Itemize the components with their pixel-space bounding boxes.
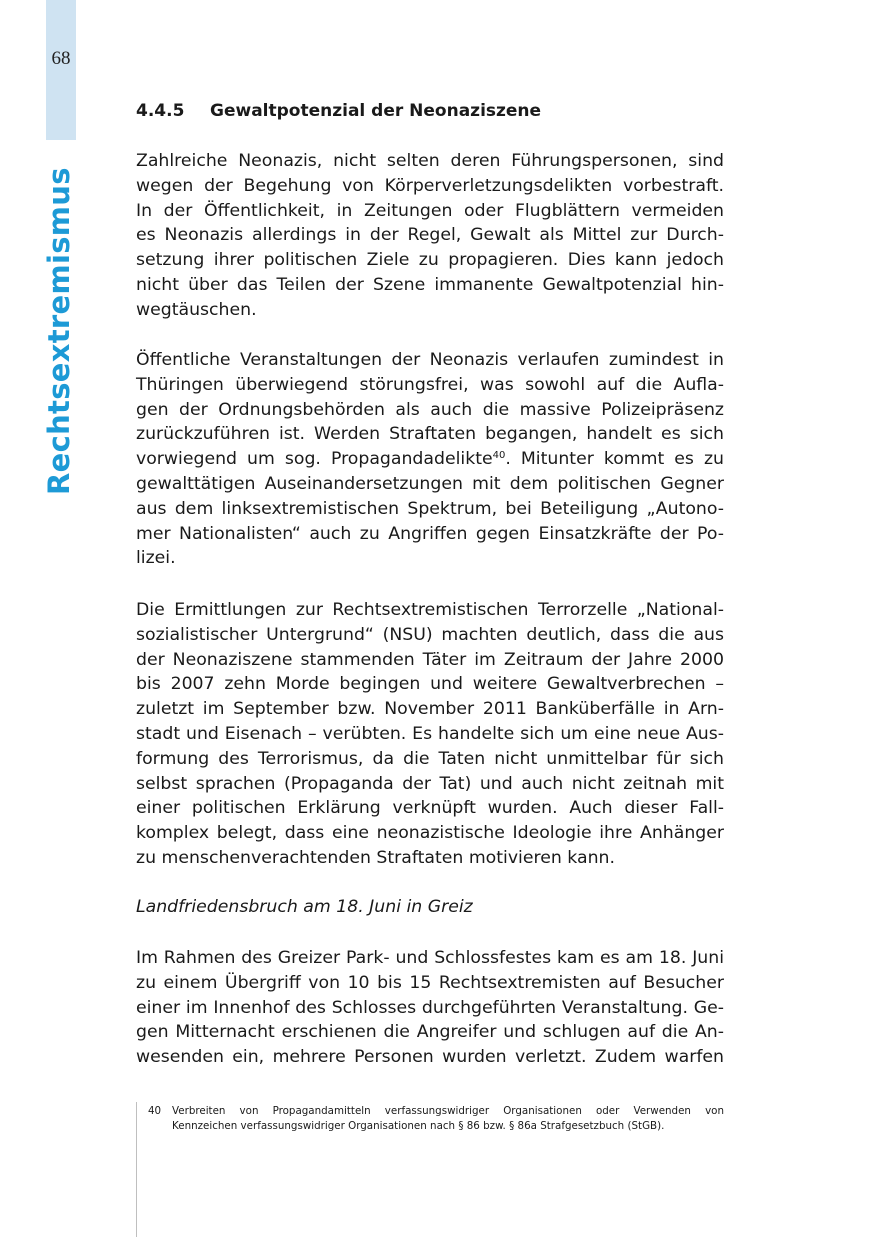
footnote-reference: 40: [492, 450, 506, 462]
text-line: komplex belegt, dass eine neonazistische Ideologie ihre Anhänger: [136, 823, 724, 844]
text-line: Im Rahmen des Greizer Park- und Schlossfestes kam es am 18. Juni: [136, 948, 724, 968]
section-number: 4.4.5: [136, 101, 185, 121]
text-line: stadt und Eisenach – verübten. Es handelte sich um eine neue Aus-: [136, 723, 724, 744]
text-line: Thüringen überwiegend störungsfrei, was sowohl auf die Aufla-: [136, 374, 724, 395]
text-line: wegtäuschen.: [136, 299, 257, 320]
text-line: einer politischen Erklärung verknüpft wurden. Auch dieser Fall-: [136, 798, 724, 819]
page-number: 68: [51, 48, 71, 69]
page-number-tab: [46, 0, 76, 140]
paragraph-4: [136, 946, 724, 1070]
text-line: nicht über das Teilen der Szene immanente Gewaltpotenzial hin-: [136, 274, 724, 295]
text-line: In der Öffentlichkeit, in Zeitungen oder Flugblättern vermeiden: [136, 200, 724, 221]
text-line: gewalttätigen Auseinandersetzungen mit dem politischen Gegner: [136, 473, 724, 494]
text-line: selbst sprachen (Propaganda der Tat) und auch nicht zeitnah mit: [136, 773, 724, 794]
section-heading: [136, 101, 541, 121]
footnote-line: Kennzeichen verfassungswidriger Organisationen nach § 86 bzw. § 86a Strafgesetzbuch (StGB).: [172, 1120, 665, 1132]
text-line: zu menschenverachtenden Straftaten motivieren kann.: [136, 847, 615, 868]
text-line: einer im Innenhof des Schlosses durchgeführten Veranstaltung. Ge-: [136, 997, 724, 1018]
text-line: lizei.: [136, 548, 176, 569]
text-line: Die Ermittlungen zur Rechtsextremistischen Terrorzelle „National-: [136, 600, 724, 620]
text-line: zuletzt im September bzw. November 2011 Banküberfälle in Arn-: [136, 699, 724, 720]
text-line-with-footnote: [136, 447, 724, 472]
text-line: formung des Terrorismus, da die Taten nicht unmittelbar für sich: [136, 748, 724, 769]
text-line: mer Nationalisten“ auch zu Angriffen gegen Einsatzkräfte der Po-: [136, 523, 724, 544]
paragraph-1: [136, 149, 724, 323]
text-line: bis 2007 zehn Morde begingen und weitere Gewaltverbrechen –: [136, 674, 724, 695]
text-line: aus dem linksextremistischen Spektrum, bei Beteiligung „Autono-: [136, 498, 724, 519]
footnote: [148, 1104, 724, 1134]
text-line: gen der Ordnungsbehörden als auch die massive Polizeipräsenz: [136, 399, 724, 420]
text-line: zurückzuführen ist. Werden Straftaten begangen, handelt es sich: [136, 424, 724, 445]
text-line: setzung ihrer politischen Ziele zu propagieren. Dies kann jedoch: [136, 250, 724, 271]
text-line: wesenden ein, mehrere Personen wurden verletzt. Zudem warfen: [136, 1047, 724, 1068]
text-line: wegen der Begehung von Körperverletzungsdelikten vorbestraft.: [136, 175, 724, 196]
text-line: Öffentliche Veranstaltungen der Neonazis verlaufen zumindest in: [136, 350, 724, 370]
footnote-divider: [136, 1102, 137, 1237]
text-line: sozialistischer Untergrund“ (NSU) machten deutlich, dass die aus: [136, 624, 724, 645]
section-title: Gewaltpotenzial der Neonaziszene: [210, 101, 542, 121]
text-line: zu einem Übergriff von 10 bis 15 Rechtsextremisten auf Besucher: [136, 972, 724, 993]
paragraph-2: [136, 348, 724, 571]
text-fragment: . Mitunter kommt es zu: [505, 449, 724, 470]
text-fragment: vorwiegend um sog. Propagandadelikte: [136, 449, 493, 470]
chapter-side-title: Rechtsextremismus: [42, 167, 76, 495]
footnote-line: Verbreiten von Propagandamitteln verfassungswidriger Organisationen oder Verwenden von: [172, 1105, 724, 1117]
text-line: Zahlreiche Neonazis, nicht selten deren Führungspersonen, sind: [136, 151, 724, 171]
text-line: der Neonaziszene stammenden Täter im Zeitraum der Jahre 2000: [136, 649, 724, 670]
text-line: es Neonazis allerdings in der Regel, Gewalt als Mittel zur Durch-: [136, 225, 724, 246]
paragraph-3: [136, 598, 724, 871]
case-sub-heading: Landfriedensbruch am 18. Juni in Greiz: [136, 897, 473, 917]
text-line: gen Mitternacht erschienen die Angreifer und schlugen auf die An-: [136, 1022, 724, 1043]
footnote-number: 40: [148, 1105, 162, 1117]
